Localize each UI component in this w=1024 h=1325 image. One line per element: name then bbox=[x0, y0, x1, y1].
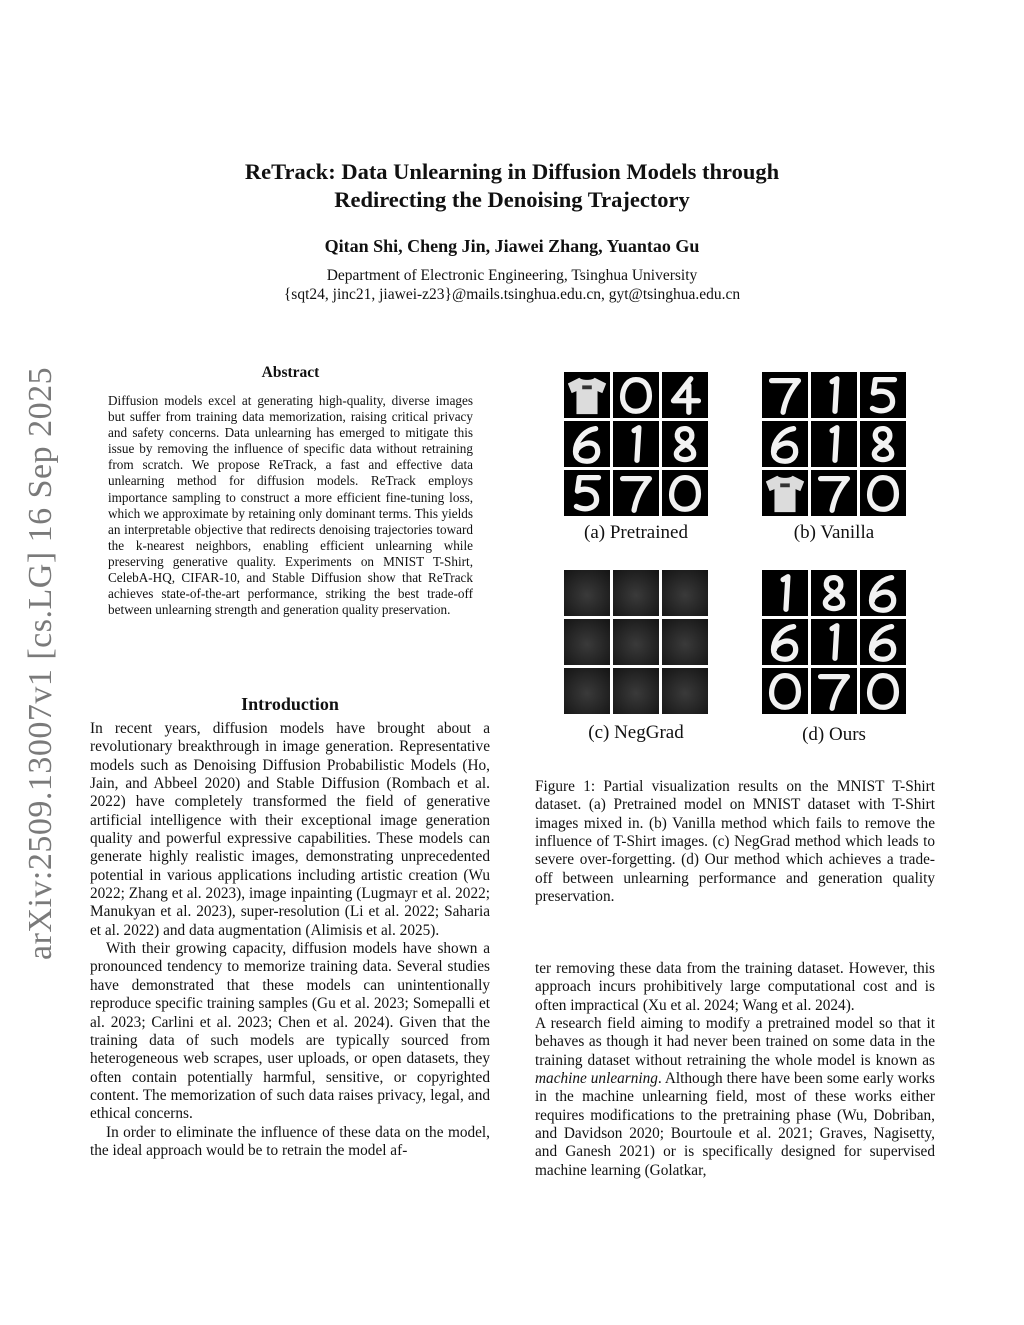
digit-sample bbox=[662, 372, 708, 418]
digit-sample bbox=[762, 570, 808, 616]
introduction-left-column bbox=[90, 720, 490, 1160]
digit-sample bbox=[811, 470, 857, 516]
noise-sample bbox=[662, 570, 708, 616]
digit-sample bbox=[860, 570, 906, 616]
noise-sample bbox=[662, 668, 708, 714]
noise-sample bbox=[564, 668, 610, 714]
subcaption-vanilla: (b) Vanilla bbox=[793, 522, 875, 543]
introduction-heading: Introduction bbox=[241, 694, 339, 714]
intro-p4-before: A research field aiming to modify a pretrained model so that it behaves as though it had never been trained on some data in the training dataset without retraining the whole model is known as bbox=[535, 1015, 935, 1069]
intro-p4-after: . Although there have been some early works in the machine unlearning field, most of these works either requires modifications to the pretraining phase (Wu, Dobriban, and Davidson 2020; Bourtoule et al. 2021; Graves, Nagisetty, and Ganesh 2021) or is specifically designed for supervised machine learning (Golatkar, bbox=[535, 1070, 935, 1179]
noise-sample bbox=[613, 668, 659, 714]
digit-sample bbox=[860, 619, 906, 665]
title-line-1: ReTrack: Data Unlearning in Diffusion Models through bbox=[244, 159, 780, 184]
digit-sample bbox=[662, 421, 708, 467]
intro-p4-emphasis: machine unlearning bbox=[535, 1070, 658, 1088]
introduction-right-column bbox=[535, 960, 935, 1180]
digit-sample bbox=[762, 619, 808, 665]
digit-sample bbox=[564, 421, 610, 467]
intro-paragraph-3-continued: ter removing these data from the training dataset. However, this approach incurs prohibitively large computational cost and is often impractical (Xu et al. 2024; Wang et al. 2024). bbox=[535, 960, 935, 1014]
digit-sample bbox=[860, 372, 906, 418]
intro-paragraph-4 bbox=[535, 1015, 935, 1180]
noise-sample bbox=[613, 570, 659, 616]
tshirt-sample bbox=[564, 372, 610, 418]
figure-caption: Figure 1: Partial visualization results on the MNIST T-Shirt dataset. (a) Pretrained model on MNIST dataset with T-Shirt images mixed in. (b) Vanilla method which fails to remove the influence of T-Shirt images. (c) NegGrad method which leads to severe over-forgetting. (d) Our method which achieves a trade-off between unlearning performance and generation quality preservation. bbox=[535, 778, 935, 906]
noise-sample bbox=[613, 619, 659, 665]
affiliation-emails: {sqt24, jinc21, jiawei-z23}@mails.tsinghua.edu.cn, gyt@tsinghua.edu.cn bbox=[283, 286, 741, 303]
subcaption-neggrad: (c) NegGrad bbox=[588, 722, 684, 743]
subcaption-ours: (d) Ours bbox=[802, 724, 866, 745]
noise-sample bbox=[564, 570, 610, 616]
affiliation bbox=[0, 266, 1024, 304]
digit-sample bbox=[860, 421, 906, 467]
intro-paragraph-1: In recent years, diffusion models have brought about a revolutionary breakthrough in image generation. Representative models such as Denoising Diffusion Probabilistic Models (Ho, Jain, and Abbeel 2020) and Stable Diffusion (Rombach et al. 2022) have completely transformed the field of generative artificial intelligence with their exceptional image generation quality and powerful expressive capabilities. These models can generate highly realistic images, demonstrating unprecedented potential in various applications including artistic creation (Wu 2022; Zhang et al. 2023), image inpainting (Lugmayr et al. 2022; Manukyan et al. 2023), super-resolution (Li et al. 2022; Saharia et al. 2022) and data augmentation (Alimisis et al. 2025). bbox=[90, 720, 490, 939]
digit-sample bbox=[860, 470, 906, 516]
intro-paragraph-2: With their growing capacity, diffusion models have shown a pronounced tendency to memorize training data. Several studies have demonstrated that these models can unintentionally reproduce specific training samples (Gu et al. 2023; Somepalli et al. 2023; Carlini et al. 2023; Chen et al. 2024). Given that the training data of such models are typically sourced from heterogeneous web scrapes, user uploads, or open datasets, they often contain potentially harmful, sensitive, or copyrighted content. The memorization of such data raises privacy, legal, and ethical concerns. bbox=[90, 940, 490, 1123]
digit-sample bbox=[811, 619, 857, 665]
noise-sample bbox=[662, 619, 708, 665]
digit-sample bbox=[613, 421, 659, 467]
digit-sample bbox=[613, 470, 659, 516]
figure-panel-ours bbox=[762, 570, 906, 714]
digit-sample bbox=[811, 421, 857, 467]
abstract-heading: Abstract bbox=[261, 364, 320, 381]
digit-sample bbox=[762, 421, 808, 467]
noise-sample bbox=[564, 619, 610, 665]
digit-sample bbox=[811, 372, 857, 418]
affiliation-dept: Department of Electronic Engineering, Tsinghua University bbox=[326, 267, 698, 284]
digit-sample bbox=[564, 470, 610, 516]
digit-sample bbox=[613, 372, 659, 418]
authors: Qitan Shi, Cheng Jin, Jiawei Zhang, Yuantao Gu bbox=[324, 236, 700, 256]
digit-sample bbox=[762, 668, 808, 714]
figure-panel-neggrad bbox=[564, 570, 708, 714]
figure-panel-pretrained bbox=[564, 372, 708, 516]
subcaption-pretrained: (a) Pretrained bbox=[584, 522, 688, 543]
digit-sample bbox=[811, 570, 857, 616]
digit-sample bbox=[811, 668, 857, 714]
tshirt-sample bbox=[762, 470, 808, 516]
title-line-2: Redirecting the Denoising Trajectory bbox=[334, 187, 690, 212]
digit-sample bbox=[762, 372, 808, 418]
intro-paragraph-3: In order to eliminate the influence of these data on the model, the ideal approach would be to retrain the model af- bbox=[90, 1123, 490, 1159]
digit-sample bbox=[662, 470, 708, 516]
figure-panel-vanilla bbox=[762, 372, 906, 516]
paper-title bbox=[0, 158, 1024, 214]
abstract-body: Diffusion models excel at generating high-quality, diverse images but suffer from training data memorization, raising critical privacy and safety concerns. Data unlearning has emerged to mitigate this issue by removing the influence of specific data without retraining from scratch. We propose ReTrack, a fast and effective data unlearning method for diffusion models. ReTrack employs importance sampling to construct a more efficient fine-tuning loss, which we approximate by retaining only dominant terms. This yields an interpretable objective that redirects denoising trajectories toward the k-nearest neighbors, enabling efficient unlearning while preserving generative quality. Experiments on MNIST T-Shirt, CelebA-HQ, CIFAR-10, and Stable Diffusion show that ReTrack achieves state-of-the-art performance, striking the best trade-off between unlearning strength and generation quality preservation. bbox=[108, 393, 473, 618]
digit-sample bbox=[860, 668, 906, 714]
arxiv-stamp: arXiv:2509.13007v1 [cs.LG] 16 Sep 2025 bbox=[22, 366, 59, 960]
